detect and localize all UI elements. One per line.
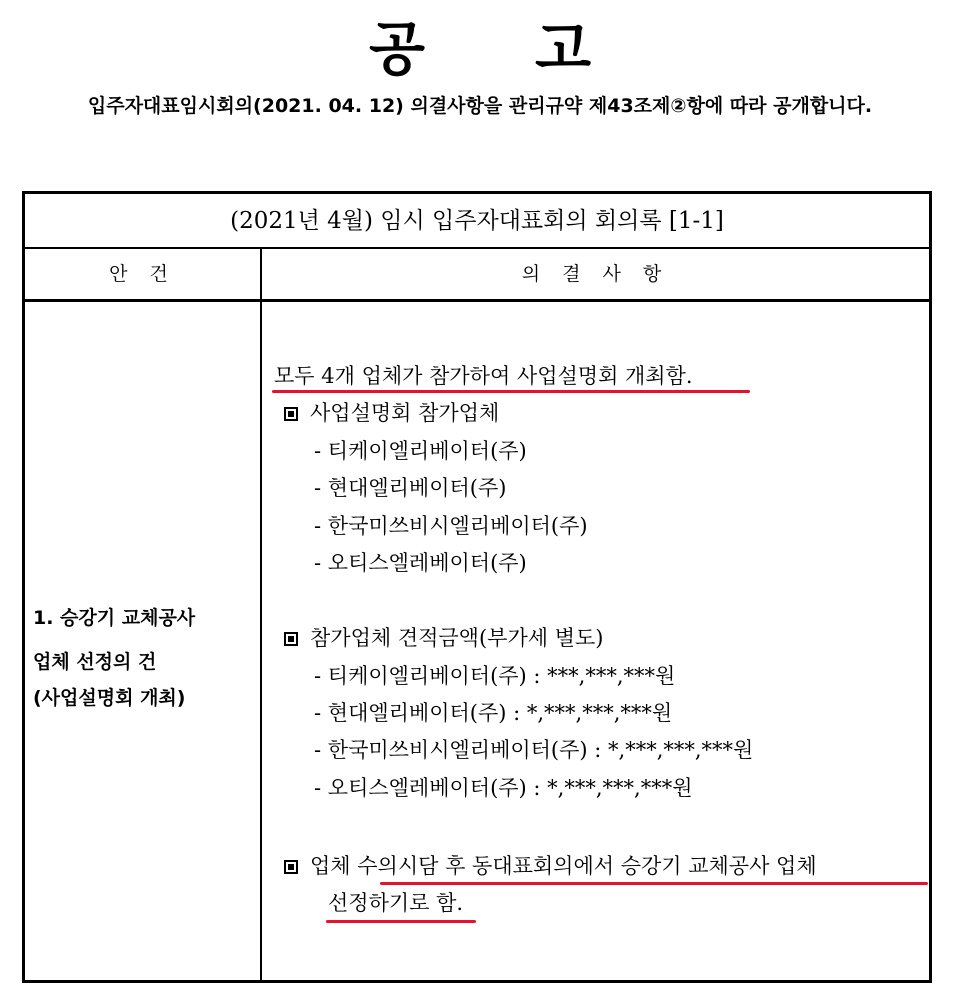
title-char-2: 고 xyxy=(535,15,592,83)
section1-heading: 사업설명회 참가업체 xyxy=(284,398,499,428)
column-header-agenda: 안 건 xyxy=(109,263,176,285)
list-item: - 티케이엘리베이터(주) : ***,***,***원 xyxy=(314,664,676,688)
section3-underline-1 xyxy=(380,882,928,885)
agenda-cell xyxy=(33,600,258,716)
list-item: - 티케이엘리베이터(주) xyxy=(314,439,527,463)
section3-line-1: 업체 수의시담 후 동대표회의에서 승강기 교체공사 업체 xyxy=(284,851,817,881)
list-item: - 한국미쓰비시엘리베이터(주) xyxy=(314,514,588,538)
notice-text: 입주자대표임시회의(2021. 04. 12) 의결사항을 관리규약 제43조제②항에 따라 공개합니다. xyxy=(87,95,873,117)
table-header-row xyxy=(25,249,929,302)
list-item: - 오티스엘레베이터(주) xyxy=(314,551,527,575)
section2-heading: 참가업체 견적금액(부가세 별도) xyxy=(284,623,603,653)
checkbox-square-icon xyxy=(284,632,298,646)
list-item: - 한국미쓰비시엘리베이터(주) : *,***,***,***원 xyxy=(314,738,754,762)
column-header-resolution: 의 결 사 항 xyxy=(521,263,670,285)
agenda-line-3: (사업설명회 개최) xyxy=(33,687,186,709)
notice-title xyxy=(0,14,960,84)
resolution-summary: 모두 4개 업체가 참가하여 사업설명회 개최함. xyxy=(274,364,693,388)
checkbox-square-icon xyxy=(284,407,298,421)
list-item: - 현대엘리베이터(주) : *,***,***,***원 xyxy=(314,701,673,725)
summary-underline xyxy=(272,390,750,393)
minutes-table xyxy=(22,191,932,983)
checkbox-square-icon xyxy=(284,860,298,874)
agenda-line-1: 1. 승강기 교체공사 xyxy=(33,607,196,629)
agenda-line-2: 업체 선정의 건 xyxy=(33,651,157,673)
table-title: (2021년 4월) 임시 입주자대표회의 회의록 [1-1] xyxy=(25,194,929,249)
section3-line-2: 선정하기로 함. xyxy=(328,891,464,915)
resolution-cell xyxy=(262,302,929,980)
list-item: - 현대엘리베이터(주) xyxy=(314,476,507,500)
list-item: - 오티스엘레베이터(주) : *,***,***,***원 xyxy=(314,776,693,800)
title-char-1: 공 xyxy=(368,15,425,83)
section3-underline-2 xyxy=(326,920,476,923)
